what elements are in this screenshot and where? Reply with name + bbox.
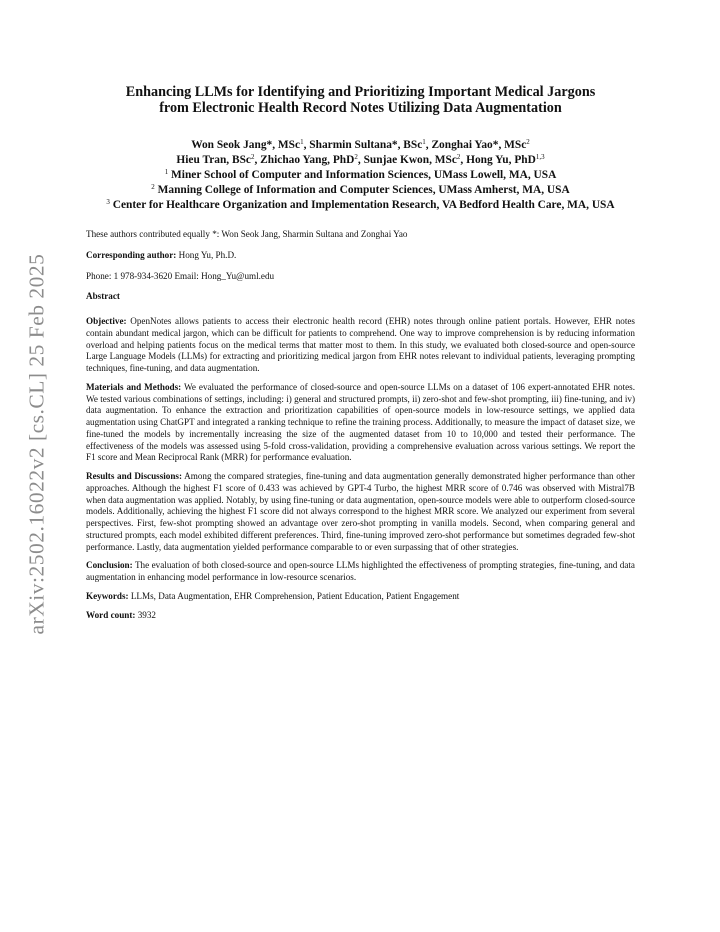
- paper-first-page: [86, 84, 635, 621]
- corresponding-author-label: Corresponding author:: [86, 249, 177, 260]
- methods-paragraph: [86, 382, 635, 464]
- methods-text: We evaluated the performance of closed-source and open-source LLMs on a dataset of 106 expert-annotated EHR notes. We tested various combinations of settings, including: i) general and structured prompts, ii) zero-shot and few-shot prompting, iii) fine-tuning, and iv) data augmentation. To enhance the extraction and prioritization capabilities of open-source models in low-resource settings, we applied data augmentation using ChatGPT and integrated a ranking technique to refine the training process. Additionally, to measure the impact of dataset size, we fine-tuned the models by incrementally increasing the size of the augmented dataset from 10 to 10,000 and tested their performance. The effectiveness of the models was assessed using 5-fold cross-validation, providing a comprehensive evaluation across various settings. We report the F1 score and Mean Reciprocal Rank (MRR) for performance evaluation.: [86, 381, 635, 463]
- affiliation-mark: 2: [151, 183, 155, 191]
- objective-text: OpenNotes allows patients to access their electronic health record (EHR) notes through online patient portals. However, EHR notes contain abundant medical jargon, which can be difficult for patients to comprehend. One way to improve comprehension is by reducing information overload and helping patients focus on the medical terms that matter most to them. In this study, we evaluated both closed-source and open-source Large Language Models (LLMs) for extracting and prioritizing medical jargon from EHR notes relevant to individual patients, leveraging prompting techniques, fine-tuning, and data augmentation.: [86, 316, 635, 373]
- author-affiliation-mark: 1: [300, 138, 304, 146]
- author-name: , Hong Yu, PhD: [460, 154, 536, 166]
- keywords-line: [86, 591, 635, 603]
- keywords-label: Keywords:: [86, 590, 129, 601]
- corresponding-author-value: Hong Yu, Ph.D.: [176, 249, 237, 260]
- author-affiliation-mark: 2: [354, 153, 358, 161]
- keywords-text: LLMs, Data Augmentation, EHR Comprehension, Patient Education, Patient Engagement: [128, 590, 460, 601]
- author-line-2: [86, 153, 635, 168]
- affiliation-mark: 3: [106, 198, 110, 206]
- affiliation-text: Miner School of Computer and Information Sciences, UMass Lowell, MA, USA: [168, 169, 557, 181]
- affiliation-1: [86, 168, 635, 183]
- results-paragraph: [86, 471, 635, 553]
- author-affiliation-mark: 2: [250, 153, 255, 161]
- author-name: , Sharmin Sultana*, BSc: [303, 139, 423, 151]
- results-label: Results and Discussions:: [86, 471, 183, 481]
- contact-line: Phone: 1 978-934-3620 Email: Hong_Yu@uml.edu: [86, 270, 275, 281]
- title-line-1: Enhancing LLMs for Identifying and Prioritizing Important Medical Jargons: [125, 84, 596, 100]
- author-affiliation-mark: 2: [456, 153, 461, 161]
- author-affiliation-mark: 1: [422, 138, 426, 146]
- word-count-value: 3932: [135, 609, 156, 620]
- affiliation-mark: 1: [164, 168, 169, 176]
- author-line-1: [86, 138, 635, 153]
- affiliation-3: [86, 198, 635, 213]
- conclusion-label: Conclusion:: [86, 560, 133, 571]
- affiliation-text: Manning College of Information and Computer Sciences, UMass Amherst, MA, USA: [154, 184, 570, 196]
- objective-paragraph: [86, 316, 635, 375]
- affiliation-2: [86, 183, 635, 198]
- arxiv-identifier: arXiv:2502.16022v2 [cs.CL] 25 Feb 2025: [24, 253, 49, 635]
- author-block: [86, 138, 635, 213]
- equal-contribution-note: These authors contributed equally *: Won Seok Jang, Sharmin Sultana and Zonghai Yao: [86, 229, 408, 239]
- paper-title: [86, 84, 635, 116]
- title-line-2: from Electronic Health Record Notes Utilizing Data Augmentation: [159, 100, 562, 116]
- author-name: , Zhichao Yang, PhD: [254, 154, 355, 166]
- results-text: Among the compared strategies, fine-tuning and data augmentation generally demonstrated higher performance than other approaches. Although the highest F1 score of 0.433 was achieved by GPT-4 Turbo, the highest MRR score of 0.746 was observed with Mistral7B when data augmentation was applied. Notably, by using fine-tuning or data augmentation, open-source models were able to outperform closed-source models. Additionally, achieving the highest F1 score did not always correspond to the highest MRR score. We analyzed our experiment from several perspectives. First, few-shot prompting showed an advantage over zero-shot prompting in vanilla models. Second, when comparing general and structured prompts, each model exhibited different preferences. Third, fine-tuning improved zero-shot performance but sometimes degraded few-shot performance. Lastly, data augmentation yielded performance comparable to or even surpassing that of other strategies.: [86, 471, 635, 552]
- conclusion-text: The evaluation of both closed-source and open-source LLMs highlighted the effectiveness of prompting strategies, fine-tuning, and data augmentation in enhancing model performance in low-resource scenarios.: [86, 560, 635, 582]
- methods-label: Materials and Methods:: [86, 381, 182, 392]
- author-affiliation-mark: 1,3: [535, 153, 545, 161]
- affiliation-text: Center for Healthcare Organization and Implementation Research, VA Bedford Health Care, MA, USA: [109, 199, 615, 211]
- author-name: , Sunjae Kwon, MSc: [357, 154, 457, 166]
- conclusion-paragraph: [86, 560, 635, 584]
- author-name: Hieu Tran, BSc: [176, 154, 251, 166]
- objective-label: Objective:: [86, 316, 127, 326]
- abstract-heading: Abstract: [86, 291, 120, 302]
- word-count-line: [86, 610, 635, 622]
- arxiv-sidebar-stamp: [14, 254, 60, 634]
- corresponding-author: [86, 250, 635, 262]
- author-name: Won Seok Jang*, MSc: [191, 139, 301, 151]
- author-affiliation-mark: 2: [526, 138, 530, 146]
- author-name: , Zonghai Yao*, MSc: [425, 139, 527, 151]
- word-count-label: Word count:: [86, 609, 136, 620]
